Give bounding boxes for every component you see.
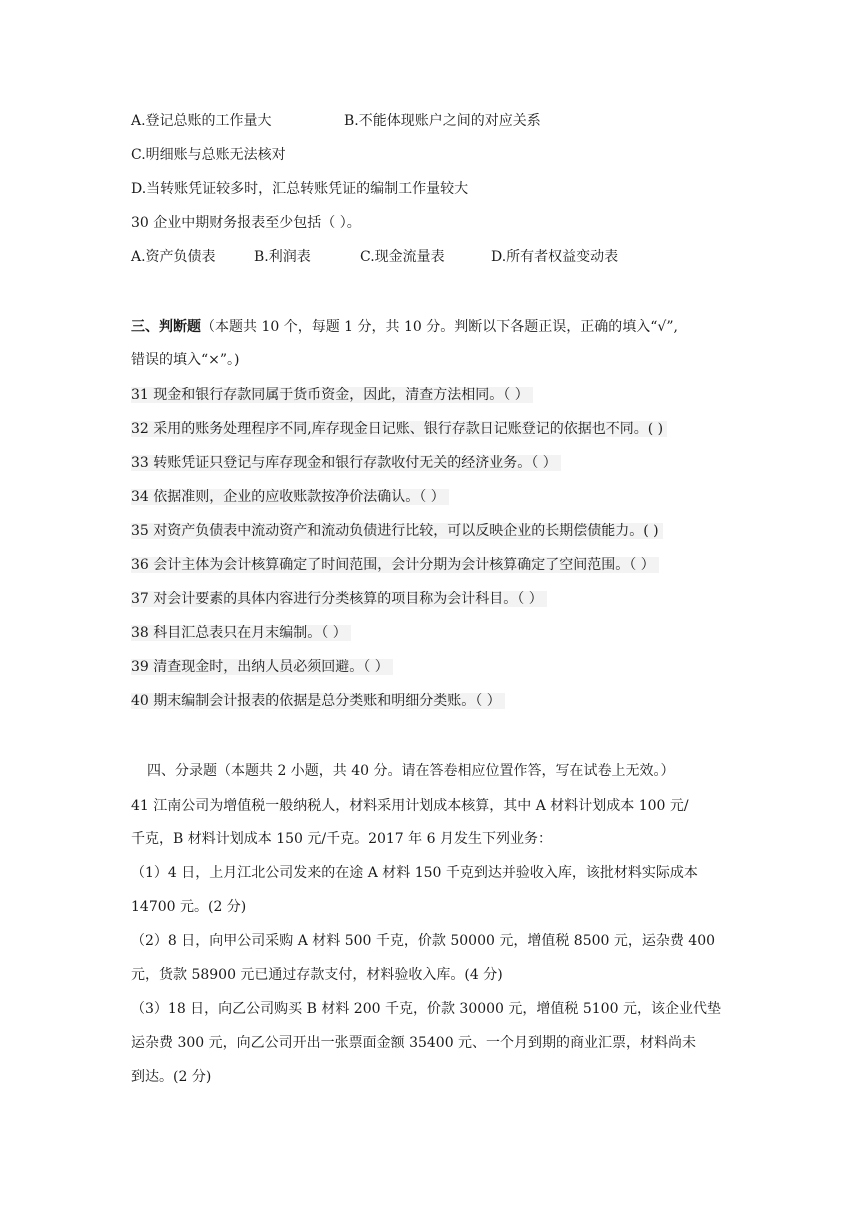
judge-text: 32 采用的账务处理程序不同,库存现金日记账、银行存款日记账登记的依据也不同。( ) [131, 421, 667, 437]
judge-text: 34 依据准则，企业的应收账款按净价法确认。（ ） [131, 489, 449, 505]
judge-item-35 [131, 521, 663, 541]
section3-header [131, 317, 678, 337]
judge-text: 40 期末编制会计报表的依据是总分类账和明细分类账。（ ） [131, 693, 505, 709]
q30-option-b: B.利润表 [254, 249, 311, 265]
section3-intro-cont: 错误的填入“×”。) [131, 352, 240, 368]
q41-part3-line3: 到达。(2 分) [131, 1069, 212, 1085]
judge-item-31 [131, 385, 533, 405]
judge-item-32 [131, 419, 667, 439]
q41-stem-line2: 千克，B 材料计划成本 150 元/千克。2017 年 6 月发生下列业务： [131, 831, 552, 847]
q30-option-a: A.资产负债表 [131, 249, 216, 265]
q41-part2-line1: （2）8 日，向甲公司采购 A 材料 500 千克，价款 50000 元，增值税 8500 元，运杂费 400 [131, 933, 716, 949]
q29-option-d: D.当转账凭证较多时，汇总转账凭证的编制工作量较大 [131, 181, 469, 197]
q29-option-a: A.登记总账的工作量大 [131, 113, 272, 129]
judge-item-33 [131, 453, 561, 473]
q41-stem-line1: 41 江南公司为增值税一般纳税人，材料采用计划成本核算，其中 A 材料计划成本 100 元/ [131, 798, 689, 814]
q41-part1-line1: （1）4 日，上月江北公司发来的在途 A 材料 150 千克到达并验收入库，该批材料实际成本 [131, 865, 698, 881]
judge-text: 37 对会计要素的具体内容进行分类核算的项目称为会计科目。（ ） [131, 591, 547, 607]
judge-text: 33 转账凭证只登记与库存现金和银行存款收付无关的经济业务。（ ） [131, 455, 561, 471]
q30-option-d: D.所有者权益变动表 [491, 249, 619, 265]
judge-text: 35 对资产负债表中流动资产和流动负债进行比较，可以反映企业的长期偿债能力。( ) [131, 523, 663, 539]
judge-item-40 [131, 691, 505, 711]
judge-item-36 [131, 555, 659, 575]
section3-intro: （本题共 10 个，每题 1 分，共 10 分。判断以下各题正误，正确的填入“√”, [201, 319, 678, 335]
q30-options [131, 247, 618, 267]
q29-option-b: B.不能体现账户之间的对应关系 [344, 113, 541, 129]
judge-item-34 [131, 487, 449, 507]
section4-title: 四、分录题（本题共 2 小题，共 40 分。请在答卷相应位置作答，写在试卷上无效。） [147, 763, 675, 779]
judge-text: 39 清查现金时，出纳人员必须回避。（ ） [131, 659, 393, 675]
q30-stem: 30 企业中期财务报表至少包括（ ）。 [131, 215, 361, 231]
judge-text: 38 科目汇总表只在月末编制。（ ） [131, 625, 351, 641]
q29-options-row1 [131, 111, 541, 131]
q30-option-c: C.现金流量表 [360, 249, 445, 265]
q41-part2-line2: 元，货款 58900 元已通过存款支付，材料验收入库。(4 分) [131, 967, 503, 983]
q29-option-c: C.明细账与总账无法核对 [131, 147, 286, 163]
q41-part1-line2: 14700 元。(2 分) [131, 899, 247, 915]
judge-item-38 [131, 623, 351, 643]
judge-text: 36 会计主体为会计核算确定了时间范围，会计分期为会计核算确定了空间范围。（ ） [131, 557, 659, 573]
q41-part3-line1: （3）18 日，向乙公司购买 B 材料 200 千克，价款 30000 元，增值税 5100 元，该企业代垫 [131, 1001, 721, 1017]
section3-title: 三、判断题 [131, 319, 201, 335]
judge-item-39 [131, 657, 393, 677]
judge-text: 31 现金和银行存款同属于货币资金，因此，清查方法相同。（ ） [131, 387, 533, 403]
judge-item-37 [131, 589, 547, 609]
q41-part3-line2: 运杂费 300 元，向乙公司开出一张票面金额 35400 元、一个月到期的商业汇票，材料尚未 [131, 1035, 697, 1051]
